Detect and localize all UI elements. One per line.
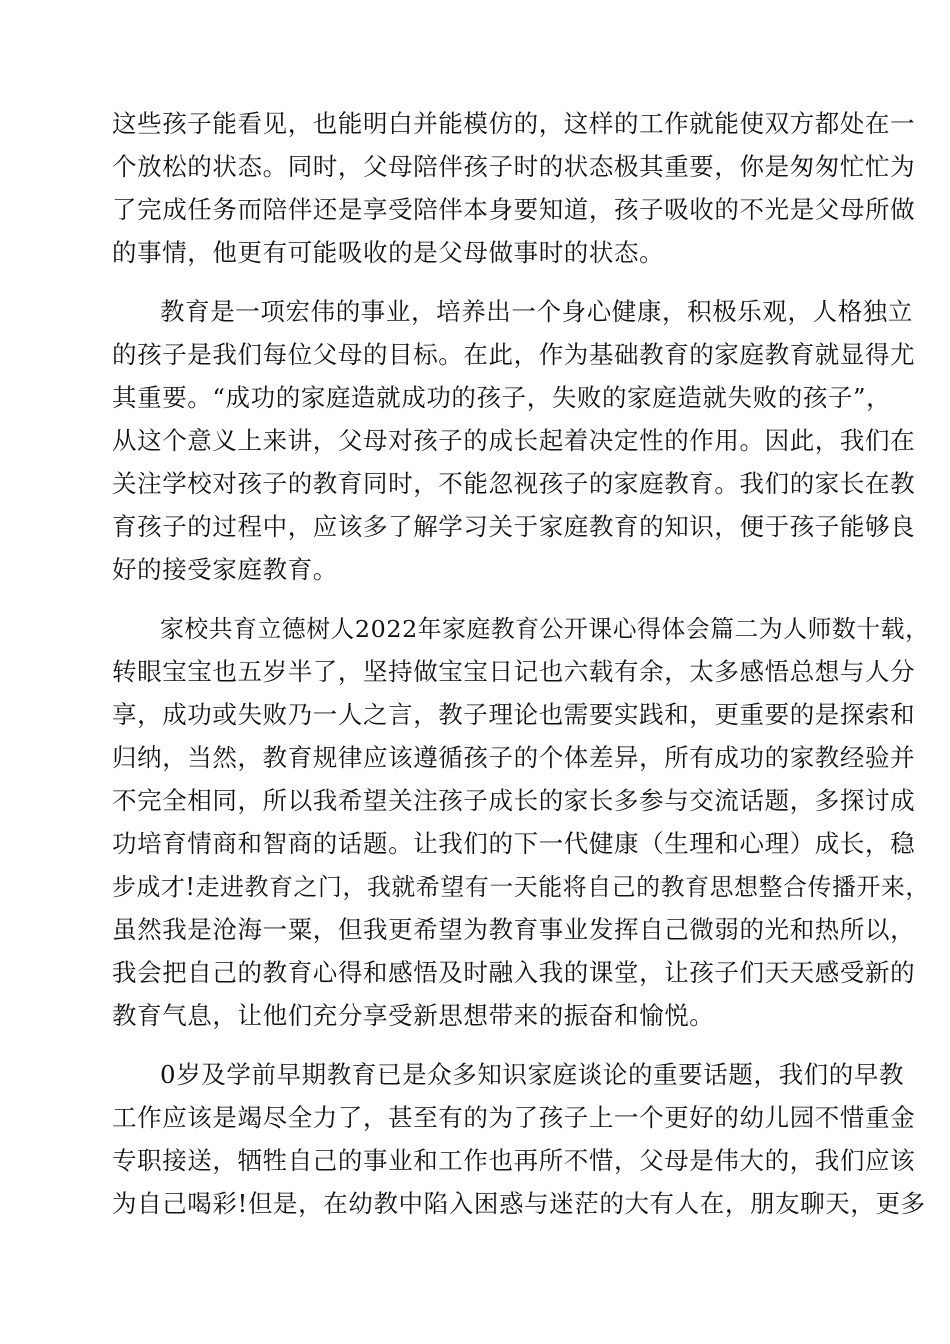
paragraph-2-line-7: 好的接受家庭教育。: [112, 555, 338, 584]
paragraph-3-line-6: 功培育情商和智商的话题。让我们的下一代健康（生理和心理）成长，稳: [112, 829, 916, 858]
paragraph-2-line-2: 的孩子是我们每位父母的目标。在此，作为基础教育的家庭教育就显得尤: [112, 340, 916, 369]
paragraph-2-line-6: 育孩子的过程中，应该多了解学习关于家庭教育的知识，便于孩子能够良: [112, 512, 916, 541]
paragraph-3-line-8: 虽然我是沧海一粟，但我更希望为教育事业发挥自己微弱的光和热所以，: [112, 915, 916, 944]
paragraph-1-line-4: 的事情，他更有可能吸收的是父母做事时的状态。: [112, 238, 665, 267]
paragraph-2-line-1: 教育是一项宏伟的事业，培养出一个身心健康，积极乐观，人格独立: [160, 297, 913, 326]
paragraph-3-line-9: 我会把自己的教育心得和感悟及时融入我的课堂，让孩子们天天感受新的: [112, 958, 916, 987]
paragraph-2-line-4: 从这个意义上来讲，父母对孩子的成长起着决定性的作用。因此，我们在: [112, 426, 916, 455]
paragraph-4-line-2: 工作应该是竭尽全力了，甚至有的为了孩子上一个更好的幼儿园不惜重金: [112, 1103, 916, 1132]
paragraph-3-line-4: 归纳，当然，教育规律应该遵循孩子的个体差异，所有成功的家教经验并: [112, 743, 916, 772]
paragraph-3-line-2: 转眼宝宝也五岁半了，坚持做宝宝日记也六载有余，太多感悟总想与人分: [112, 657, 916, 686]
paragraph-3-line-7: 步成才!走进教育之门，我就希望有一天能将自己的教育思想整合传播开来，: [112, 873, 930, 901]
paragraph-2-line-3: 其重要。“成功的家庭造就成功的孩子，失败的家庭造就失败的孩子”，: [112, 383, 892, 412]
paragraph-1-line-3: 了完成任务而陪伴还是享受陪伴本身要知道，孩子吸收的不光是父母所做: [112, 195, 916, 224]
paragraph-1-line-2: 个放松的状态。同时，父母陪伴孩子时的状态极其重要，你是匆匆忙忙为: [112, 152, 916, 181]
paragraph-3-line-5: 不完全相同，所以我希望关注孩子成长的家长多参与交流话题，多探讨成: [112, 786, 916, 815]
paragraph-2-line-5: 关注学校对孩子的教育同时，不能忽视孩子的家庭教育。我们的家长在教: [112, 469, 916, 498]
paragraph-4-line-1: 0岁及学前早期教育已是众多知识家庭谈论的重要话题，我们的早教: [160, 1060, 905, 1089]
paragraph-3-line-10: 教育气息，让他们充分享受新思想带来的振奋和愉悦。: [112, 1001, 715, 1030]
paragraph-4-line-4: 为自己喝彩!但是，在幼教中陷入困惑与迷茫的大有人在，朋友聊天，更多: [112, 1189, 926, 1218]
paragraph-3-line-3: 享，成功或失败乃一人之言，教子理论也需要实践和，更重要的是探索和: [112, 700, 916, 729]
paragraph-1-line-1: 这些孩子能看见，也能明白并能模仿的，这样的工作就能使双方都处在一: [112, 109, 916, 138]
paragraph-3-line-1: 家校共育立德树人2022年家庭教育公开课心得体会篇二为人师数十载，: [160, 615, 930, 643]
paragraph-4-line-3: 专职接送，牺牲自己的事业和工作也再所不惜，父母是伟大的，我们应该: [112, 1146, 916, 1175]
